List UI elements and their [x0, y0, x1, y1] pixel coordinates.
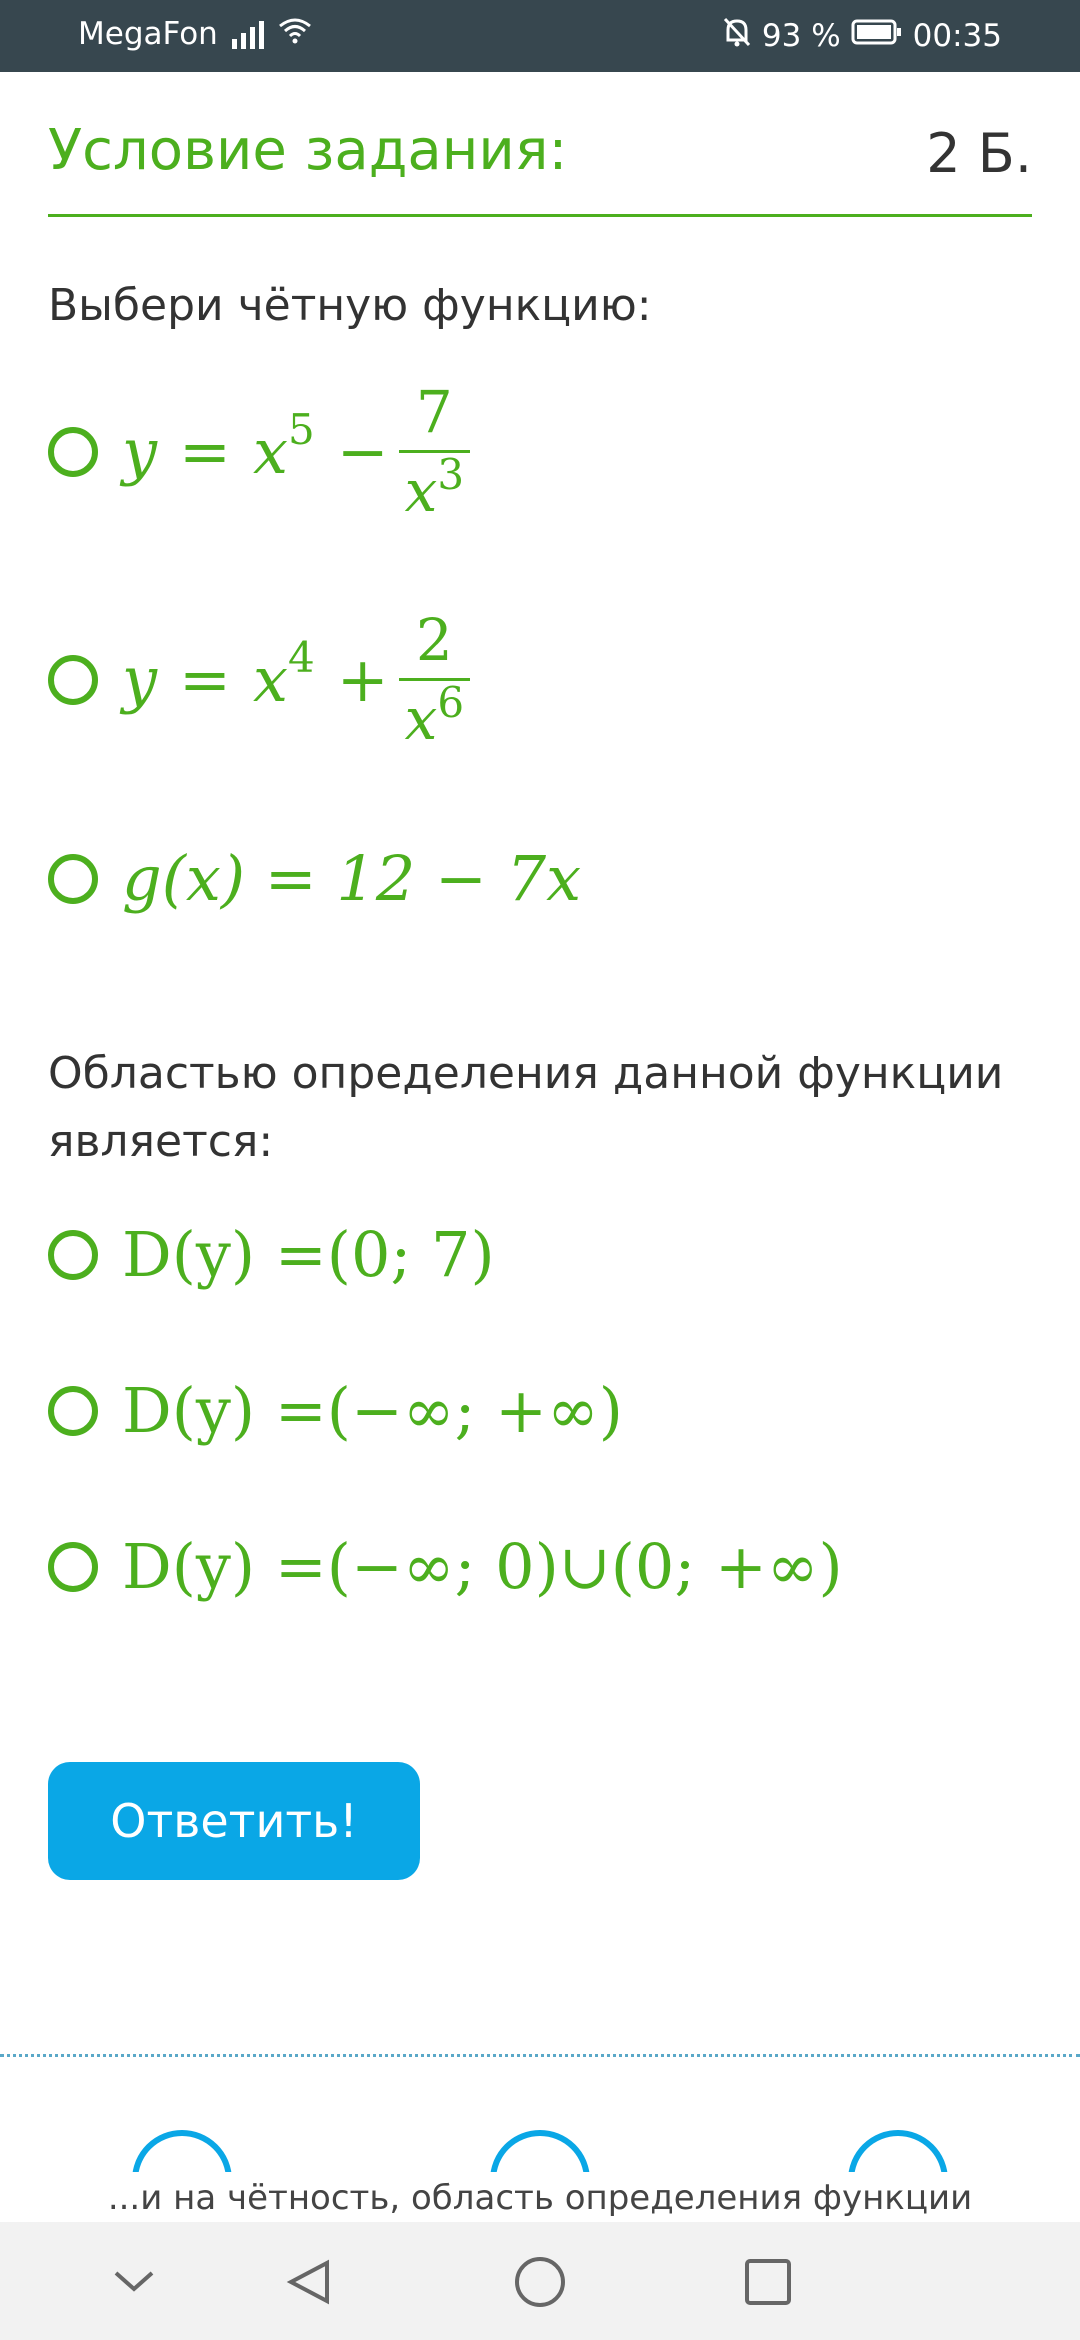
radio-button[interactable]	[48, 854, 98, 904]
question1-prompt: Выбери чётную функцию:	[48, 280, 652, 331]
formula: y = x $^4$ + $\frac{2}{x^6}$	[122, 606, 470, 753]
radio-button[interactable]	[48, 655, 98, 705]
signal-icon	[232, 19, 264, 49]
task-title: Условие задания:	[48, 118, 568, 183]
formula: D(y) =(−∞; +∞)	[122, 1374, 623, 1447]
question2-prompt: Областью определения данной функции является:	[48, 1048, 1004, 1167]
answer-button[interactable]: Ответить!	[48, 1762, 420, 1880]
formula: D(y) =(0; 7)	[122, 1218, 495, 1291]
dotted-divider	[0, 2054, 1080, 2057]
radio-button[interactable]	[48, 1386, 98, 1436]
battery-percent: 93 %	[761, 18, 841, 54]
task-points: 2 Б.	[926, 122, 1032, 185]
formula: y = x $^5$ − $\frac{7}{x^3}$	[122, 378, 470, 525]
formula: g(x) = 12 − 7x	[122, 842, 582, 915]
status-bar	[0, 0, 1080, 72]
nav-collapse-icon[interactable]	[104, 2252, 164, 2312]
radio-button[interactable]	[48, 427, 98, 477]
task-header	[48, 118, 1032, 217]
nav-home-icon[interactable]	[510, 2252, 570, 2312]
mute-bell-icon	[722, 16, 752, 56]
q2-option-1[interactable]	[48, 1218, 495, 1291]
clock: 00:35	[912, 18, 1002, 54]
q1-option-3[interactable]	[48, 842, 581, 915]
wifi-icon	[278, 16, 312, 52]
carrier-name: MegaFon	[78, 16, 218, 52]
q1-option-1[interactable]	[48, 378, 470, 525]
radio-button[interactable]	[48, 1230, 98, 1280]
formula: D(y) =(−∞; 0)∪(0; +∞)	[122, 1530, 843, 1603]
footer-caption: ...и на чётность, область определения функции	[0, 2172, 1080, 2224]
q1-option-2[interactable]	[48, 606, 470, 753]
q2-option-2[interactable]	[48, 1374, 623, 1447]
radio-button[interactable]	[48, 1542, 98, 1592]
battery-icon	[851, 18, 903, 54]
nav-back-icon[interactable]	[278, 2252, 338, 2312]
system-nav-bar	[0, 2222, 1080, 2340]
q2-option-3[interactable]	[48, 1530, 843, 1603]
nav-recents-icon[interactable]	[738, 2252, 798, 2312]
